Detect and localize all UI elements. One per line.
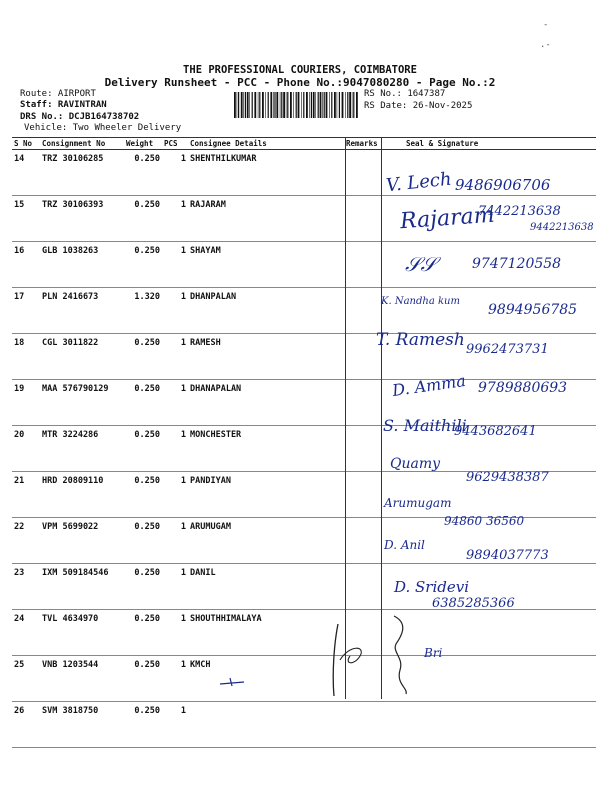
runsheet-table xyxy=(12,137,596,748)
corner-mark: - xyxy=(543,20,549,30)
handwritten-phone: 9443682641 xyxy=(454,424,537,439)
pcs-cell: 1 xyxy=(162,242,188,288)
pcs-cell: 1 xyxy=(162,196,188,242)
sno-cell: 26 xyxy=(12,702,40,748)
rs-date: RS Date: 26-Nov-2025 xyxy=(364,101,473,111)
handwritten-phone: 9747120558 xyxy=(472,256,562,272)
handwritten-signature: D. Sridevi xyxy=(394,578,470,596)
consignment-cell: TVL 4634970 xyxy=(40,610,124,656)
consignee-cell: DHANAPALAN xyxy=(188,380,344,426)
consignee-cell: RAMESH xyxy=(188,334,344,380)
corner-mark: .- xyxy=(540,40,551,50)
consignee-cell: SHENTHILKUMAR xyxy=(188,150,344,196)
company-title: THE PROFESSIONAL COURIERS, COIMBATORE xyxy=(183,64,417,76)
col-weight: Weight xyxy=(124,138,162,150)
sno-cell: 21 xyxy=(12,472,40,518)
consignment-cell: IXM 509184546 xyxy=(40,564,124,610)
sno-cell: 20 xyxy=(12,426,40,472)
handwritten-signature: V. Lech xyxy=(385,168,453,197)
handwritten-phone: 9629438387 xyxy=(466,470,549,485)
weight-cell: 0.250 xyxy=(124,334,162,380)
consignment-cell: VNB 1203544 xyxy=(40,656,124,702)
consignee-cell xyxy=(188,702,344,748)
consignee-cell: DANIL xyxy=(188,564,344,610)
handwritten-phone: 9894037773 xyxy=(466,548,549,563)
consignment-cell: TRZ 30106285 xyxy=(40,150,124,196)
col-remarks: Remarks xyxy=(344,138,382,150)
pcs-cell: 1 xyxy=(162,610,188,656)
sno-cell: 14 xyxy=(12,150,40,196)
handwritten-signature: T. Ramesh xyxy=(376,330,465,350)
table-row xyxy=(12,610,596,656)
weight-cell: 0.250 xyxy=(124,702,162,748)
handwritten-phone: 9962473731 xyxy=(466,342,549,357)
sno-cell: 24 xyxy=(12,610,40,656)
col-consignment: Consignment No xyxy=(40,138,124,150)
remarks-cell xyxy=(344,288,382,334)
weight-cell: 0.250 xyxy=(124,150,162,196)
sno-cell: 23 xyxy=(12,564,40,610)
consignment-cell: TRZ 30106393 xyxy=(40,196,124,242)
rs-number: RS No.: 1647387 xyxy=(364,89,446,99)
handwritten-phone: 6385285366 xyxy=(432,596,515,611)
consignment-cell: PLN 2416673 xyxy=(40,288,124,334)
remarks-cell xyxy=(344,472,382,518)
weight-cell: 0.250 xyxy=(124,518,162,564)
pcs-cell: 1 xyxy=(162,334,188,380)
consignment-cell: MAA 576790129 xyxy=(40,380,124,426)
sno-cell: 18 xyxy=(12,334,40,380)
consignment-cell: VPM 5699022 xyxy=(40,518,124,564)
consignee-cell: ARUMUGAM xyxy=(188,518,344,564)
pcs-cell: 1 xyxy=(162,380,188,426)
consignee-cell: SHAYAM xyxy=(188,242,344,288)
handwritten-signature: D. Amma xyxy=(391,370,467,401)
staff-label: Staff: RAVINTRAN xyxy=(20,100,107,110)
col-consignee: Consignee Details xyxy=(188,138,344,150)
handwritten-phone: 94860 36560 xyxy=(444,514,525,528)
remarks-cell xyxy=(344,150,382,196)
handwritten-signature: Rajaram xyxy=(399,202,496,235)
sno-cell: 19 xyxy=(12,380,40,426)
table-row xyxy=(12,702,596,748)
weight-cell: 0.250 xyxy=(124,656,162,702)
remarks-cell xyxy=(344,426,382,472)
handwritten-phone: 7442213638 xyxy=(478,204,561,219)
weight-cell: 0.250 xyxy=(124,380,162,426)
col-sno: S No xyxy=(12,138,40,150)
handwritten-signature: 𝒮𝒮 xyxy=(405,252,436,276)
weight-cell: 0.250 xyxy=(124,426,162,472)
consignee-cell: PANDIYAN xyxy=(188,472,344,518)
pcs-cell: 1 xyxy=(162,702,188,748)
remarks-cell xyxy=(344,242,382,288)
consignee-cell: DHANPALAN xyxy=(188,288,344,334)
sno-cell: 17 xyxy=(12,288,40,334)
drs-number: DRS No.: DCJB164738702 xyxy=(20,112,140,122)
weight-cell: 0.250 xyxy=(124,472,162,518)
weight-cell: 0.250 xyxy=(124,242,162,288)
remarks-cell xyxy=(344,702,382,748)
pcs-cell: 1 xyxy=(162,564,188,610)
table-row xyxy=(12,656,596,702)
consignee-cell: SHOUTHHIMALAYA xyxy=(188,610,344,656)
remarks-cell xyxy=(344,564,382,610)
handwritten-mark xyxy=(218,674,248,688)
runsheet-subtitle: Delivery Runsheet - PCC - Phone No.:9047080280 - Page No.:2 xyxy=(104,76,496,89)
consignment-cell: GLB 1038263 xyxy=(40,242,124,288)
table-header-row xyxy=(12,138,596,150)
consignee-cell: MONCHESTER xyxy=(188,426,344,472)
sno-cell: 25 xyxy=(12,656,40,702)
weight-cell: 0.250 xyxy=(124,564,162,610)
consignee-cell: KMCH xyxy=(188,656,344,702)
signature-cell xyxy=(382,702,596,748)
weight-cell: 1.320 xyxy=(124,288,162,334)
pcs-cell: 1 xyxy=(162,150,188,196)
consignment-cell: HRD 20809110 xyxy=(40,472,124,518)
weight-cell: 0.250 xyxy=(124,610,162,656)
vehicle-label: Vehicle: Two Wheeler Delivery xyxy=(24,123,182,133)
weight-cell: 0.250 xyxy=(124,196,162,242)
pcs-cell: 1 xyxy=(162,472,188,518)
handwritten-signature: K. Nandha kum xyxy=(381,296,460,307)
consignment-cell: SVM 3818750 xyxy=(40,702,124,748)
handwritten-signature: Quamy xyxy=(390,456,441,472)
remarks-cell xyxy=(344,518,382,564)
barcode-image xyxy=(234,92,360,118)
pcs-cell: 1 xyxy=(162,288,188,334)
remarks-cell xyxy=(344,380,382,426)
pcs-cell: 1 xyxy=(162,518,188,564)
pcs-cell: 1 xyxy=(162,426,188,472)
consignee-cell: RAJARAM xyxy=(188,196,344,242)
sno-cell: 15 xyxy=(12,196,40,242)
handwritten-signature: Arumugam xyxy=(384,496,452,510)
handwritten-signature: D. Anil xyxy=(384,538,425,552)
remarks-cell xyxy=(344,196,382,242)
handwritten-phone: 9789880693 xyxy=(478,380,568,396)
route-label: Route: AIRPORT xyxy=(20,89,96,99)
handwritten-phone: 9894956785 xyxy=(488,302,578,318)
pcs-cell: 1 xyxy=(162,656,188,702)
col-pcs: PCS xyxy=(162,138,188,150)
col-signature: Seal & Signature xyxy=(382,138,596,150)
handwritten-phone: 9442213638 xyxy=(530,222,594,233)
handwritten-signature: Bri xyxy=(424,646,443,660)
handwritten-scribble xyxy=(330,604,420,704)
consignment-cell: CGL 3011822 xyxy=(40,334,124,380)
handwritten-phone: 9486906706 xyxy=(455,176,551,194)
consignment-cell: MTR 3224286 xyxy=(40,426,124,472)
sno-cell: 22 xyxy=(12,518,40,564)
handwritten-signature: S. Maithili xyxy=(383,416,467,435)
sno-cell: 16 xyxy=(12,242,40,288)
